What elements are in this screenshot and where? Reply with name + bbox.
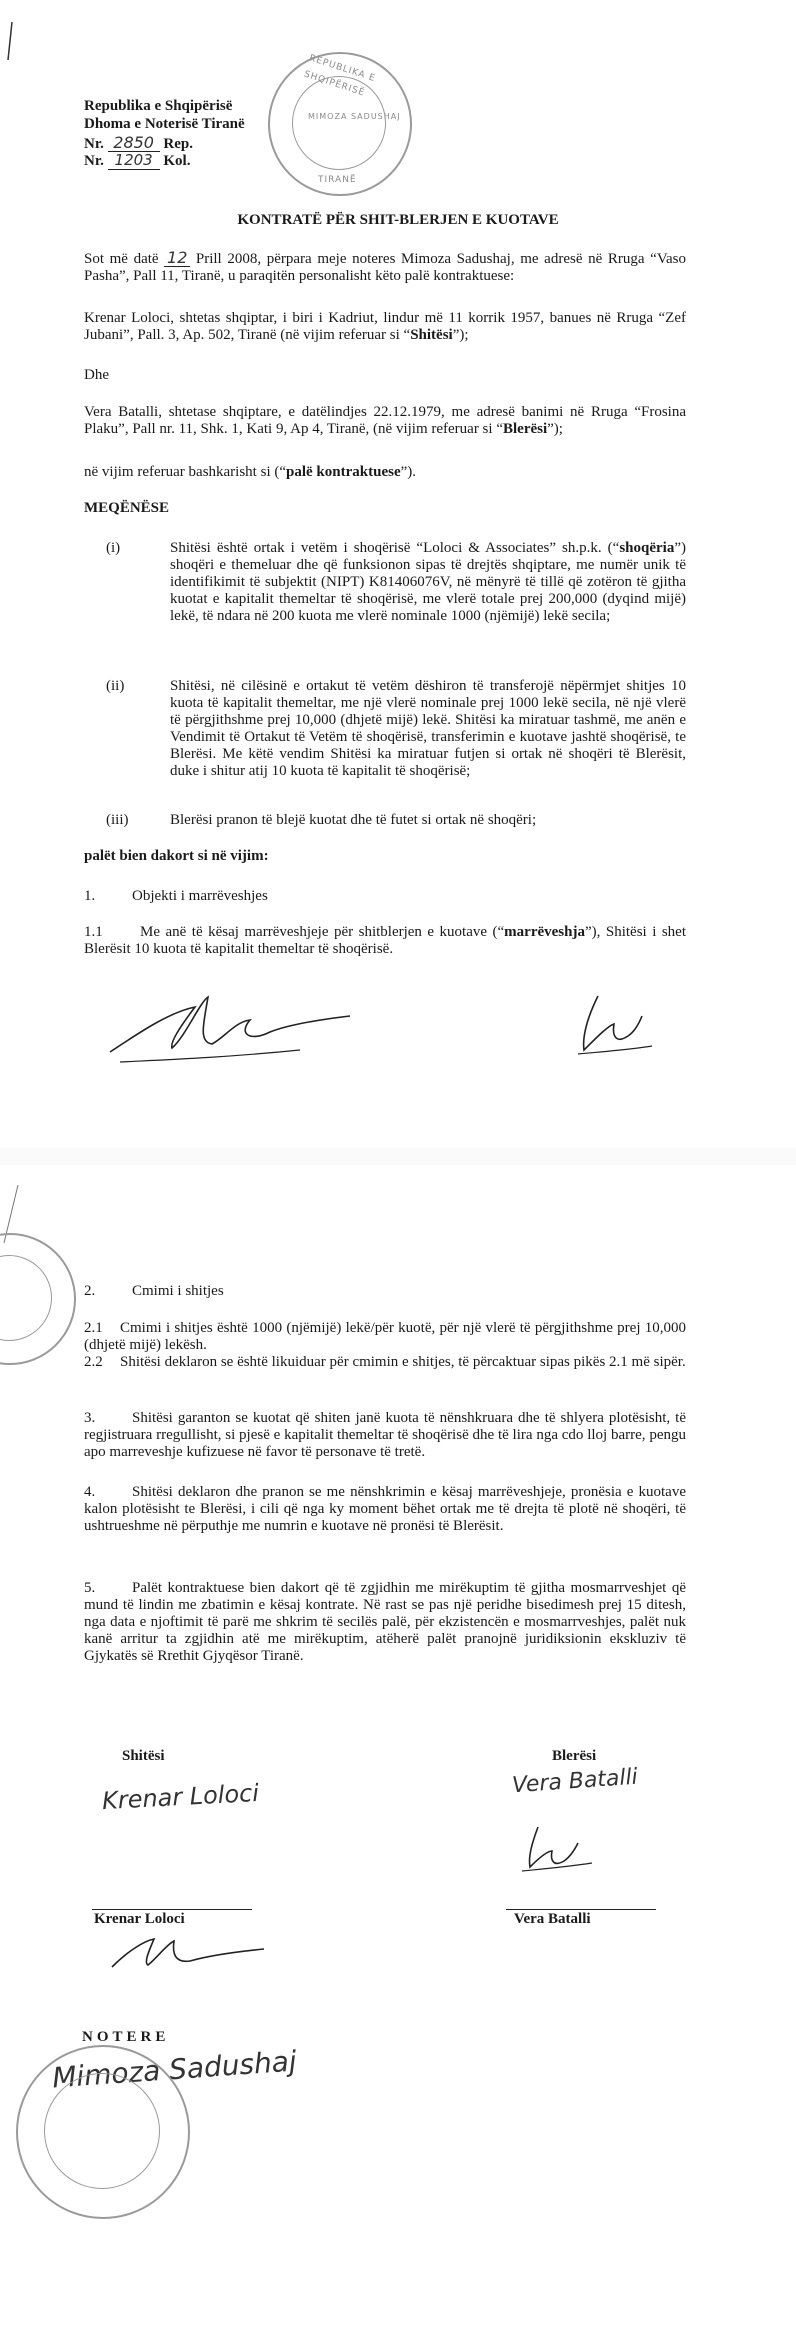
header-chamber: Dhoma e Noterisë Tiranë — [84, 116, 245, 132]
clause-2-1-text: Cmimi i shitjes është 1000 (njëmijë) lekë/për kuotë, për një vlerë të përgjithshme prej 10,000 (dhjetë mijë) lekësh. — [84, 1320, 686, 1353]
section-5-text: Palët kontraktuese bien dakort që të zgjidhin me mirëkuptim të gjitha mosmarrveshjet që mund të lindin me zbatimin e kësaj kontrate. Në rast se pas një peridhe bisedimesh prej 15 ditesh, nga data e njoftimit të parë me shkrim të secilës palë, për ekzistencën e mosmarrveshjes, palët nuk kanë arritur ta zgjidhin atë me mirëkuptim, atëherë palët pranojnë juridiksionin ekskluziv të Gjykatës së Rrethit Gjyqësor Tiranë. — [84, 1580, 686, 1664]
recital-number: (iii) — [106, 812, 129, 828]
clause-1-1-text: Me anë të kësaj marrëveshjeje për shitblerjen e kuotave (“marrëveshja”), Shitësi i shet Blerësit 10 kuota të kapitalit themeltar të shoqërisë. — [84, 924, 686, 957]
clause-2-2-number: 2.2 — [84, 1354, 103, 1370]
notary-stamp-left — [0, 1233, 76, 1365]
seller-signature-line — [92, 1909, 252, 1910]
margin-pen-mark — [6, 22, 16, 62]
and-word: Dhe — [84, 367, 109, 383]
seller-printed-name: Krenar Loloci — [94, 1911, 185, 1927]
contract-title: KONTRATË PËR SHIT-BLERJEN E KUOTAVE — [237, 212, 559, 228]
section-4-text: Shitësi deklaron dhe pranon se me nënshkrimin e kësaj marrëveshjeje, pronësia e kuotave kalon plotësisht te Blerësi, i cili që nga ky moment bëhet ortak me të drejta të plotë në shoqëri, të ushtrueshme në përputhje me numrin e kuotave në pronësi të Blerësit. — [84, 1484, 686, 1534]
header-republic: Republika e Shqipërisë — [84, 98, 233, 114]
section-4-number: 4. — [84, 1484, 96, 1500]
clause-1-1-number: 1.1 — [84, 924, 103, 940]
header-kol-number: Nr. 1203 Kol. — [84, 151, 191, 169]
seller-initial-signature — [100, 982, 360, 1072]
recital-text: Shitësi është ortak i vetëm i shoqërisë “Loloci & Associates” sh.p.k. (“shoqëria”) shoqëri e themeluar dhe që funksionon sipas të drejtës shqiptare, me numër unik të identifikimit të subjektit (NIPT) K81406076V, në mënyrë të tillë që zotëron të gjitha kuotat e kapitalit themeltar të shoqërisë, me vlerë totale prej 200,000 (dyqind mijë) lekë, të ndara në 200 kuota me vlerë nominale 1000 (njëmijë) lekë secila; — [170, 540, 686, 624]
recital-number: (i) — [106, 540, 121, 556]
notary-stamp-bottom — [16, 2045, 190, 2219]
party-seller-paragraph: Krenar Loloci, shtetas shqiptar, i biri i Kadriut, lindur më 11 korrik 1957, banues në Rruga “Zef Jubani”, Pall. 3, Ap. 502, Tiranë (në vijim referuar si “Shitësi”); — [84, 310, 686, 343]
jointly-paragraph: në vijim referuar bashkarisht si (“palë kontraktuese”). — [84, 464, 417, 480]
section-2-number: 2. — [84, 1283, 96, 1299]
seller-handwritten-name: Krenar Loloci — [101, 1778, 260, 1816]
clause-2-2-text: Shitësi deklaron se është likuiduar për cmimin e shitjes, të përcaktuar sipas pikës 2.1 më sipër. — [120, 1354, 686, 1370]
notary-stamp-top: REPUBLIKA E SHQIPËRISË MIMOZA SADUSHAJ TIRANË — [268, 52, 412, 196]
recital-text: Blerësi pranon të blejë kuotat dhe të futet si ortak në shoqëri; — [170, 812, 537, 828]
notary-label: NOTERE — [82, 2029, 170, 2045]
clause-2-1-number: 2.1 — [84, 1320, 103, 1336]
section-3-text: Shitësi garanton se kuotat që shiten janë kuota të nënshkruara dhe të shlyera plotësisht, të regjistruara rregullisht, si pjesë e kapitalit themeltar të shoqërisë dhe të lira nga cdo lloj barre, pengu apo marreveshje kufizuese në favor të personave të tretë. — [84, 1410, 686, 1460]
buyer-label: Blerësi — [552, 1748, 597, 1764]
buyer-printed-name: Vera Batalli — [514, 1911, 591, 1927]
section-5-number: 5. — [84, 1580, 96, 1596]
page-gap — [0, 1148, 796, 1165]
section-1-number: 1. — [84, 888, 96, 904]
section-1-title: Objekti i marrëveshjes — [132, 888, 268, 904]
section-3-number: 3. — [84, 1410, 96, 1426]
buyer-initial-signature — [568, 986, 658, 1066]
seller-signature-mark — [104, 1931, 274, 1981]
recital-number: (ii) — [106, 678, 125, 694]
section-2-title: Cmimi i shitjes — [132, 1283, 224, 1299]
seller-label: Shitësi — [122, 1748, 165, 1764]
buyer-signature-line — [506, 1909, 656, 1910]
buyer-handwritten-name: Vera Batalli — [511, 1764, 639, 1799]
notary-handwritten-signature: Mimoza Sadushaj — [51, 2044, 298, 2095]
contract-page-1 — [0, 0, 796, 1165]
agreement-heading: palët bien dakort si në vijim: — [84, 848, 269, 864]
party-buyer-paragraph: Vera Batalli, shtetase shqiptare, e datëlindjes 22.12.1979, me adresë banimi në Rruga “Frosina Plaku”, Pall nr. 11, Shk. 1, Kati 9, Ap 4, Tiranë, (në vijim referuar si “Blerësi”); — [84, 404, 686, 437]
header-rep-number: Nr. 2850 Rep. — [84, 133, 193, 152]
intro-paragraph: Sot më datë 12 Prill 2008, përpara meje noteres Mimoza Sadushaj, me adresë në Rruga “Vaso Pasha”, Pall 11, Tiranë, u paraqitën personalisht këto palë kontraktuese: — [84, 248, 687, 284]
contract-page-2 — [0, 1165, 796, 2340]
buyer-signature-mark — [516, 1821, 596, 1877]
recital-text: Shitësi, në cilësinë e ortakut të vetëm dëshiron të transferojë nëpërmjet shitjes 10 kuota të kapitalit themeltar, me një vlerë nominale prej 1000 lekë secila, në një vlerë të përgjithshme prej 10,000 (dhjetë mijë) lekë. Shitësi ka miratuar tashmë, me anën e Vendimit të Ortakut të Vetëm të shoqërisë, transferimin e kuotave jashtë shoqërisë, te Blerësi. Me këtë vendim Shitësi ka miratuar futjen si ortak në shoqëri të Blerësit, duke i shitur atij 10 kuota të kapitalit të shoqërisë; — [170, 678, 686, 779]
whereas-heading: MEQËNËSE — [84, 500, 170, 516]
